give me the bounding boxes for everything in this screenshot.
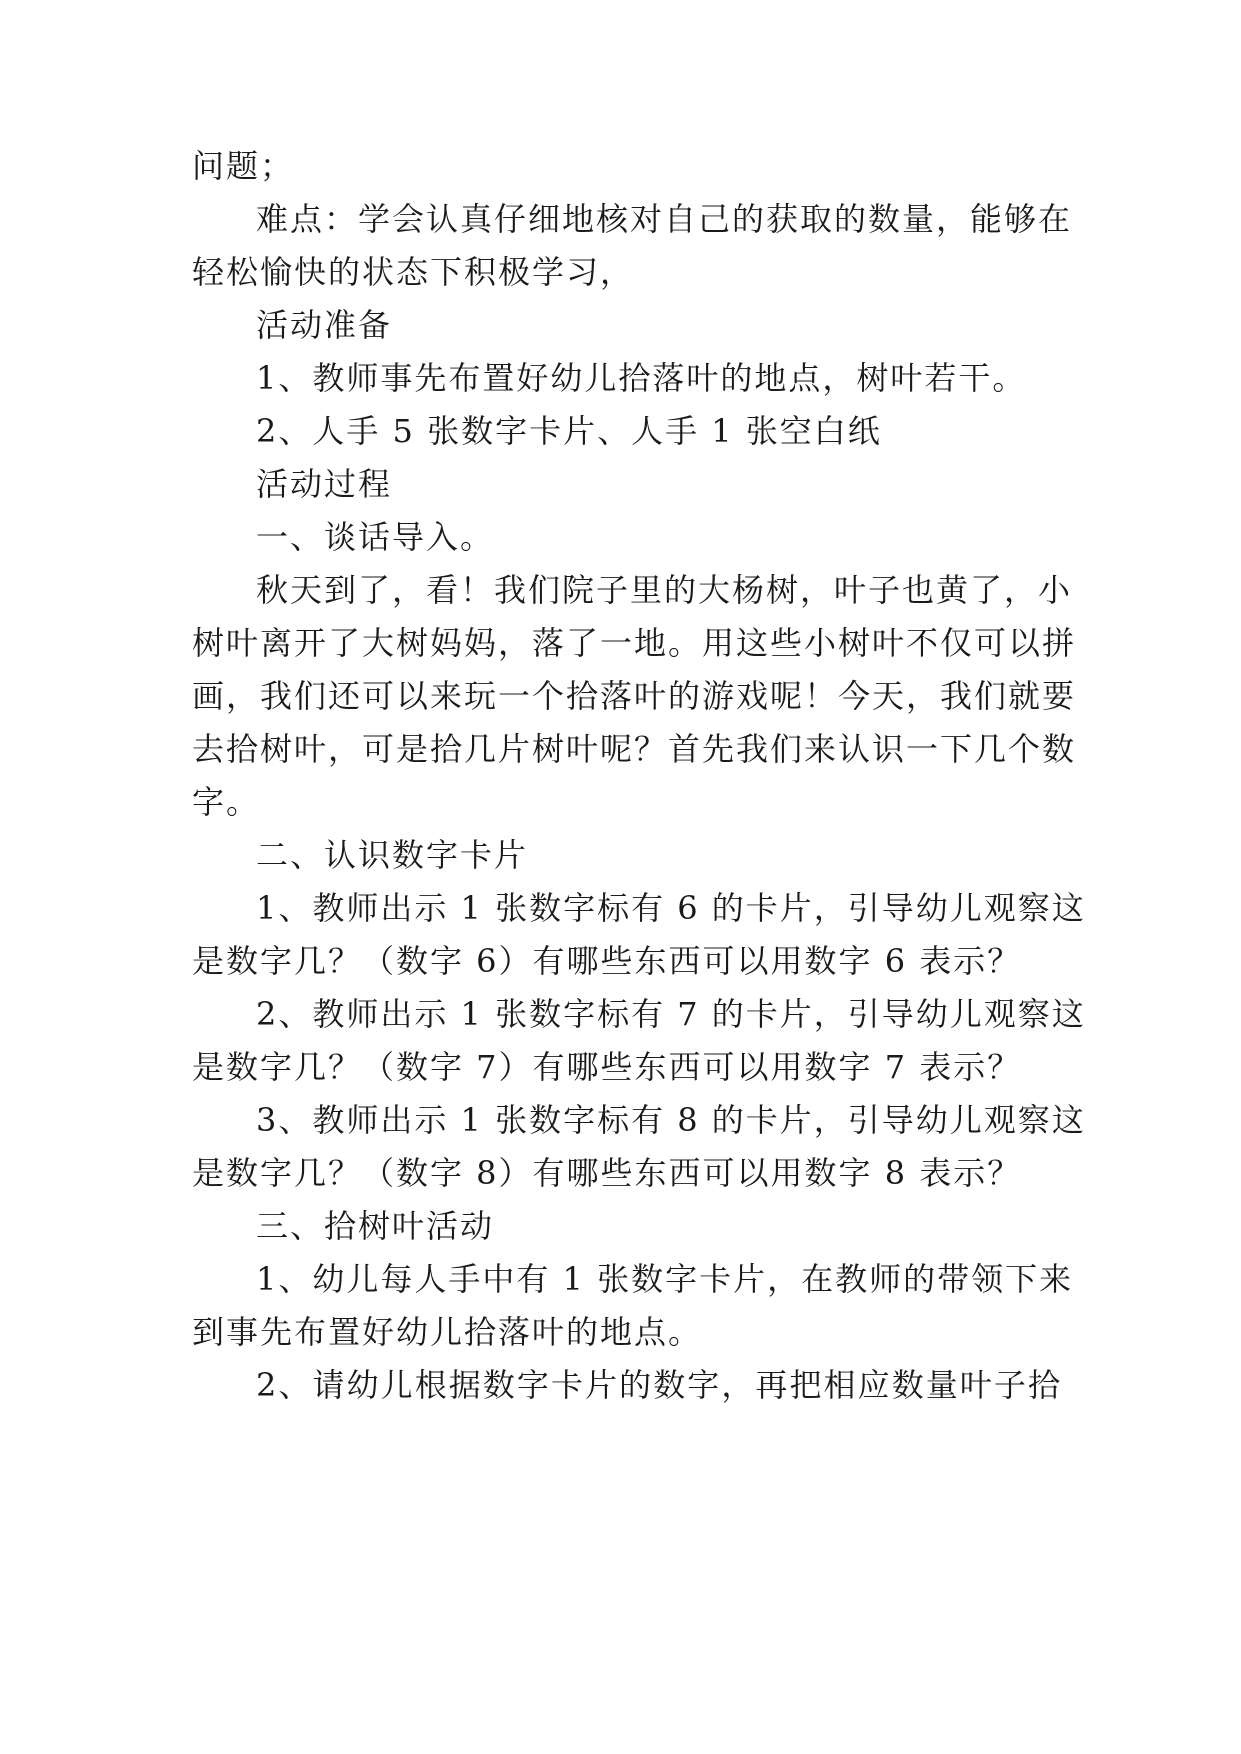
text-line: 是数字几？（数字 7）有哪些东西可以用数字 7 表示？: [192, 1048, 1022, 1086]
text-line: 是数字几？（数字 8）有哪些东西可以用数字 8 表示？: [192, 1154, 1022, 1192]
text-line: 秋天到了，看！我们院子里的大杨树，叶子也黄了，小: [256, 571, 1073, 609]
section-heading: 三、拾树叶活动: [256, 1207, 495, 1245]
text-line: 是数字几？（数字 6）有哪些东西可以用数字 6 表示？: [192, 942, 1022, 980]
section-heading: 二、认识数字卡片: [256, 836, 529, 874]
text-line: 2、请幼儿根据数字卡片的数字，再把相应数量叶子拾: [256, 1366, 1062, 1404]
section-heading: 活动准备: [256, 306, 393, 344]
text-line: 难点：学会认真仔细地核对自己的获取的数量，能够在: [256, 200, 1073, 238]
text-line: 3、教师出示 1 张数字标有 8 的卡片，引导幼儿观察这: [256, 1101, 1086, 1139]
text-line: 到事先布置好幼儿拾落叶的地点。: [192, 1313, 703, 1351]
text-line: 树叶离开了大树妈妈，落了一地。用这些小树叶不仅可以拼: [192, 624, 1077, 662]
text-line: 1、幼儿每人手中有 1 张数字卡片，在教师的带领下来: [256, 1260, 1074, 1298]
text-line: 字。: [192, 783, 261, 821]
text-line: 1、教师事先布置好幼儿拾落叶的地点，树叶若干。: [256, 359, 1027, 397]
text-line: 问题；: [192, 147, 295, 185]
text-line: 去拾树叶，可是拾几片树叶呢？首先我们来认识一下几个数: [192, 730, 1077, 768]
text-line: 2、人手 5 张数字卡片、人手 1 张空白纸: [256, 412, 882, 450]
text-line: 2、教师出示 1 张数字标有 7 的卡片，引导幼儿观察这: [256, 995, 1086, 1033]
section-heading: 活动过程: [256, 465, 393, 503]
text-line: 画，我们还可以来玩一个拾落叶的游戏呢！今天，我们就要: [192, 677, 1077, 715]
section-heading: 一、谈话导入。: [256, 518, 495, 556]
text-line: 轻松愉快的状态下积极学习，: [192, 253, 635, 291]
text-line: 1、教师出示 1 张数字标有 6 的卡片，引导幼儿观察这: [256, 889, 1086, 927]
